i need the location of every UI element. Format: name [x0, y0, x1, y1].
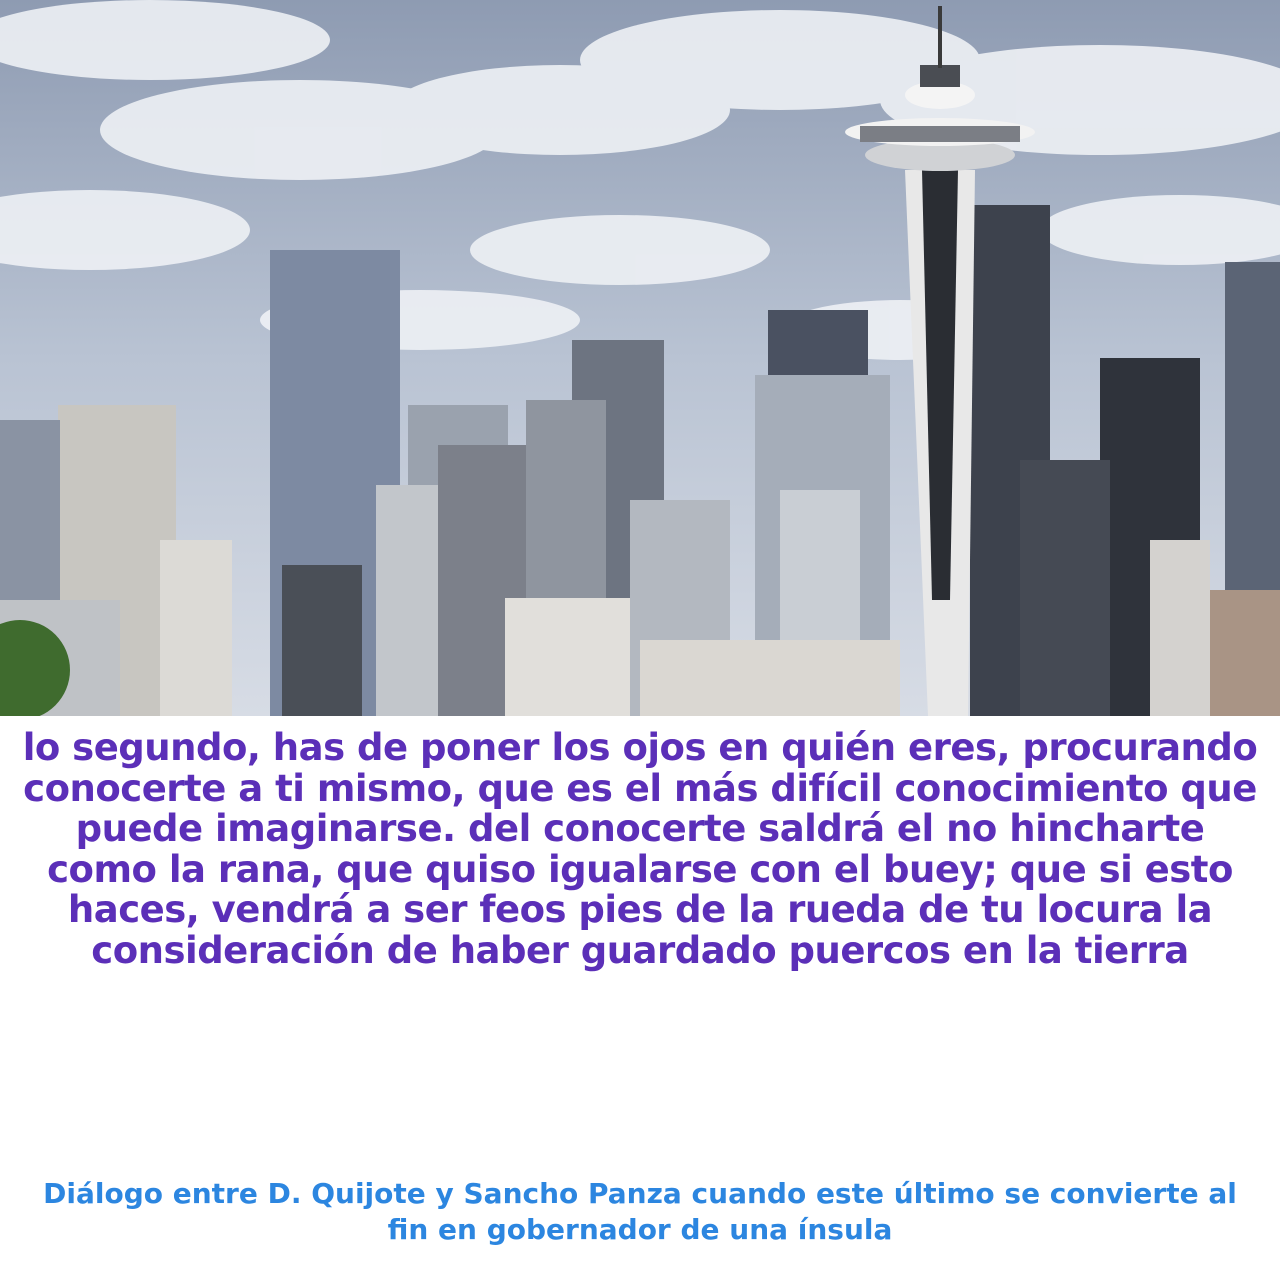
quote-text: lo segundo, has de poner los ojos en quién eres, procurando conocerte a ti mismo, que es el más difícil conocimiento que puede imaginarse. del conocerte saldrá el no hincharte como la rana, que quiso igualarse con el buey; que si esto haces, vendrá a ser feos pies de la rueda de tu locura la consideración de haber guardado puercos en la tierra [22, 726, 1258, 972]
caption-text: Diálogo entre D. Quijote y Sancho Panza cuando este último se convierte al fin en gobernador de una ínsula [43, 1177, 1237, 1246]
